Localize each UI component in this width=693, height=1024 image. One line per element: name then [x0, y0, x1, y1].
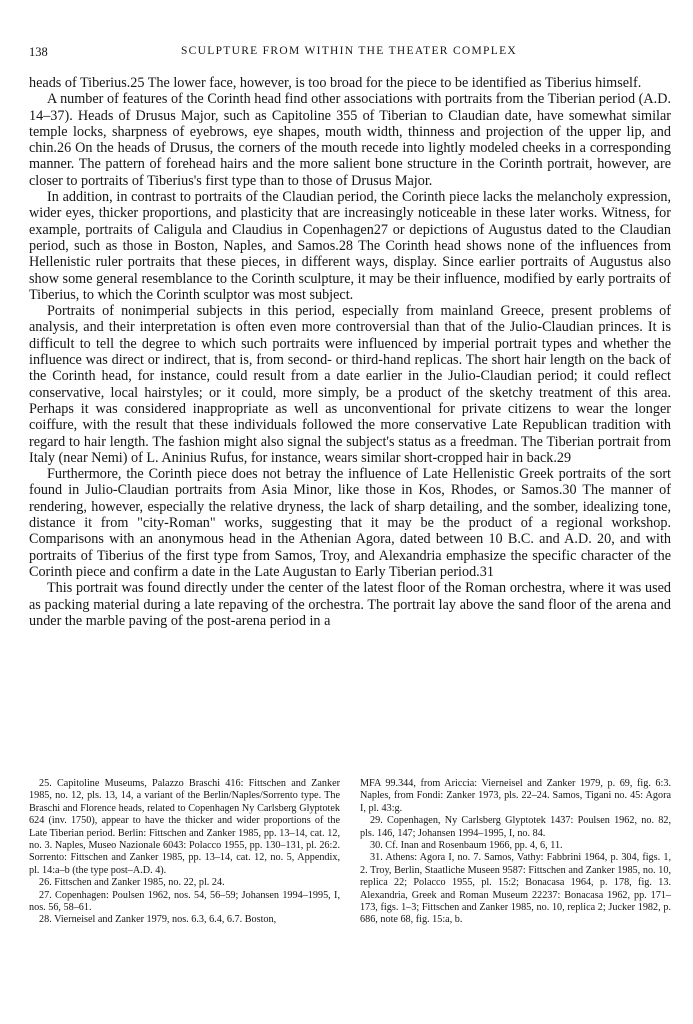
- footnotes-left-column: [29, 778, 340, 927]
- body-paragraph-6: This portrait was found directly under the center of the latest floor of the Roman orchestra, where it was used as packing material during a late repaving of the orchestra. The portrait lay above the sand floor of the arena and under the marble paving of the post-arena period in a: [29, 580, 671, 629]
- footnote-30: 30. Cf. Inan and Rosenbaum 1966, pp. 4, 6, 11.: [370, 840, 563, 852]
- footnote-25: 25. Capitoline Museums, Palazzo Braschi 416: Fittschen and Zanker 1985, no. 12, pls. 13, 14, a variant of the Berlin/Naples/Sorrento type. The Braschi and Florence heads, related to Copenhagen Ny Carlsberg Glyptotek 624 (inv. 1750), appear to have the thicker and wider proportions of the Late Tiberian period. Berlin: Fittschen and Zanker 1985, pp. 13–14, cat. 12, no. 3. Naples, Museo Nazionale 6043: Polacco 1955, pp. 130–131, pl. 26:2. Sorrento: Fittschen and Zanker 1985, pp. 13–14, cat. 12, no. 5, Appendix, pl. 14:a–b (the type post–A.D. 4).: [29, 778, 340, 876]
- body-paragraph-5: Furthermore, the Corinth piece does not betray the influence of Late Hellenistic Greek portraits of the sort found in Julio-Claudian portraits from Asia Minor, like those in Kos, Rhodes, or Samos.30 The manner of rendering, however, especially the relative dryness, the lack of sharp detailing, and the somber, idealizing tone, distance it from "city-Roman" works, suggesting that it may be the product of a regional workshop. Comparisons with an anonymous head in the Athenian Agora, dated between 10 B.C. and A.D. 20, and with portraits of Tiberius of the first type from Samos, Troy, and Alexandria emphasize the specific character of the Corinth piece and confirm a date in the Late Augustan to Early Tiberian period.31: [29, 466, 671, 580]
- footnote-28-continued: MFA 99.344, from Ariccia: Vierneisel and Zanker 1979, p. 69, fig. 6:3. Naples, from Fondi: Zanker 1973, pls. 22–24. Samos, Tigani no. 45: Agora I, pl. 43:g.: [360, 778, 671, 814]
- body-paragraph-2: A number of features of the Corinth head find other associations with portraits from the Tiberian period (A.D. 14–37). Heads of Drusus Major, such as Capitoline 355 of Tiberian to Claudian date, have somewhat similar temple locks, sharpness of eyebrows, eye shapes, mouth width, thinness and projection of the upper lip, and chin.26 On the heads of Drusus, the corners of the mouth recede into lightly modeled cheeks in a corresponding manner. The pattern of forehead hairs and the more salient bone structure in the Corinth portrait, however, are closer to portraits of Tiberius's first type than to those of Drusus Major.: [29, 91, 671, 189]
- body-paragraph-4: Portraits of nonimperial subjects in this period, especially from mainland Greece, present problems of analysis, and their interpretation is often even more controversial than that of the Julio-Claudian princes. It is difficult to tell the degree to which such portraits were influenced by imperial portrait types and whether the influence was direct or indirect, that is, from second- or third-hand replicas. The short hair length on the back of the Corinth head, for instance, could result from a date earlier in the Julio-Claudian period; it could reflect conservative, local hairstyles; or it could, more simply, be a product of the sketchy treatment of this area. Perhaps it was considered inappropriate as well as unconventional for private citizens to wear the longer coiffure, with the result that these individuals followed the more conservative Late Republican tradition with regard to hair length. The fashion might also signal the subject's status as a freedman. The Tiberian portrait from Italy (near Nemi) of L. Aninius Rufus, for instance, wears similar short-cropped hair in back.29: [29, 303, 671, 466]
- footnote-26: 26. Fittschen and Zanker 1985, no. 22, pl. 24.: [39, 877, 225, 889]
- body-text: [29, 75, 671, 629]
- footnotes-right-column: [360, 778, 671, 927]
- page-number: 138: [29, 45, 48, 59]
- body-paragraph-3: In addition, in contrast to portraits of the Claudian period, the Corinth piece lacks the melancholy expression, wider eyes, thicker proportions, and plasticity that are increasingly noticeable in these later works. Witness, for example, portraits of Caligula and Claudius in Copenhagen27 or depictions of Augustus dated to the Claudian period, such as those in Boston, Naples, and Samos.28 The Corinth head shows none of the influences from Hellenistic ruler portraits that these pieces, in different ways, display. Since earlier portraits of Augustus also show some general resemblance to the Corinth sculpture, it may be their influence, modified by early portraits of Tiberius, to which the Corinth sculptor was most subject.: [29, 189, 671, 303]
- footnote-27: 27. Copenhagen: Poulsen 1962, nos. 54, 56–59; Johansen 1994–1995, I, nos. 56, 58–61.: [29, 889, 340, 914]
- running-head: SCULPTURE FROM WITHIN THE THEATER COMPLEX: [180, 45, 518, 57]
- footnote-31: 31. Athens: Agora I, no. 7. Samos, Vathy: Fabbrini 1964, p. 304, figs. 1, 2. Troy, Berlin, Staatliche Museen 9587: Fittschen and Zanker 1985, no. 10, replica 22; Polacco 1955, pl. 15:2; Bonacasa 1964, p. 178, fig. 13. Alexandria, Greek and Roman Museum 22237: Bonacasa 1962, pp. 171–173, figs. 1–3; Fittschen and Zanker 1985, no. 10, replica 2; Jucker 1982, p. 686, note 68, fig. 15:a, b.: [360, 852, 671, 926]
- page-header: [29, 45, 669, 65]
- footnote-28: 28. Vierneisel and Zanker 1979, nos. 6.3, 6.4, 6.7. Boston,: [39, 914, 277, 926]
- footnotes: [29, 778, 671, 927]
- footnote-29: 29. Copenhagen, Ny Carlsberg Glyptotek 1437: Poulsen 1962, no. 82, pls. 146, 147; Johansen 1994–1995, I, no. 84.: [360, 815, 671, 839]
- body-paragraph-1: heads of Tiberius.25 The lower face, however, is too broad for the piece to be identified as Tiberius himself.: [29, 75, 642, 91]
